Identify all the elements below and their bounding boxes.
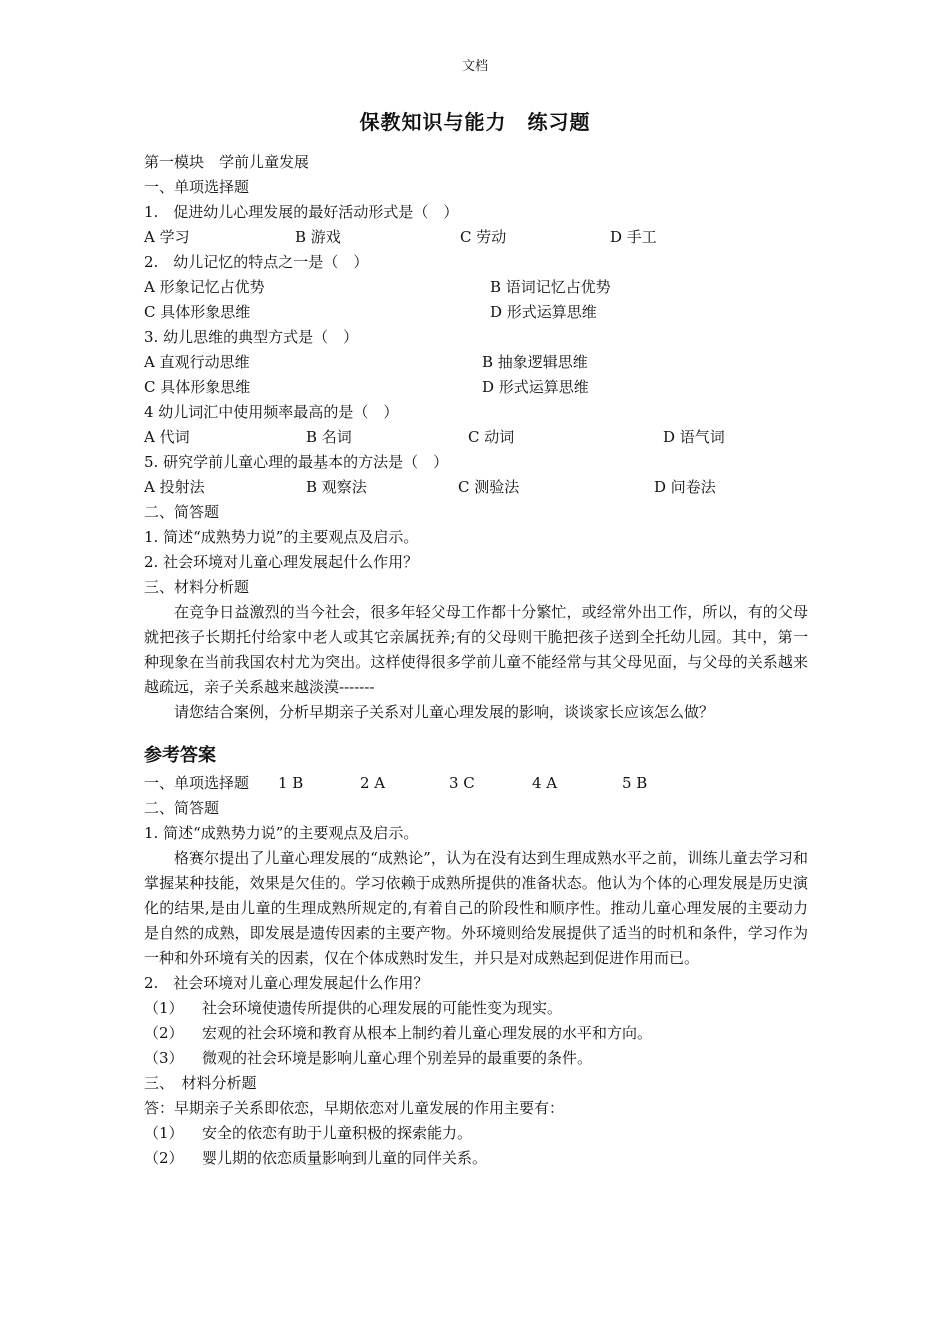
list-text: 安全的依恋有助于儿童积极的探索能力。 (202, 1124, 473, 1142)
short-question: 1. 简述“成熟势力说”的主要观点及启示。 (144, 528, 419, 546)
module-heading: 第一模块 学前儿童发展 (144, 153, 310, 171)
answer-key-item: 2 A (360, 774, 386, 792)
options-row (144, 300, 808, 325)
answer-key-row (144, 771, 808, 796)
list-item (144, 1146, 808, 1171)
list-text: 婴儿期的依恋质量影响到儿童的同伴关系。 (202, 1149, 488, 1167)
option-b: B 游戏 (295, 228, 341, 246)
option-c: C 测验法 (458, 478, 520, 496)
option-a: A 代词 (144, 428, 190, 446)
option-a: A 形象记忆占优势 (144, 278, 265, 296)
option-b: B 观察法 (306, 478, 367, 496)
material-paragraph: 在竞争日益激烈的当今社会，很多年轻父母工作都十分繁忙，或经常外出工作，所以，有的父母就把孩子长期托付给家中老人或其它亲属抚养;有的父母则干脆把孩子送到全托幼儿园。其中，第一种现象在当前我国农村尤为突出。这样使得很多学前儿童不能经常与其父母见面，与父母的关系越来越疏远，亲子关系越来越淡漠------- (144, 603, 808, 696)
answer-key-item: 5 B (622, 774, 648, 792)
list-number: （2） (144, 1149, 184, 1167)
answers-title: 参考答案 (144, 745, 216, 766)
option-d: D 形式运算思维 (482, 378, 589, 396)
option-b: B 名词 (306, 428, 352, 446)
option-b: B 抽象逻辑思维 (482, 353, 588, 371)
list-item (144, 996, 808, 1021)
answer-key-label: 一、单项选择题 (144, 774, 250, 792)
question-1: 1. 促进幼儿心理发展的最好活动形式是（ ） (144, 203, 459, 221)
answer-question: 2. 社会环境对儿童心理发展起什么作用？ (144, 974, 429, 992)
option-b: B 语词记忆占优势 (490, 278, 611, 296)
option-d: D 手工 (610, 228, 657, 246)
list-text: 微观的社会环境是影响儿童心理个别差异的最重要的条件。 (202, 1049, 593, 1067)
option-d: D 语气词 (663, 428, 725, 446)
section-heading: 一、单项选择题 (144, 178, 250, 196)
options-row (144, 350, 808, 375)
list-item (144, 1021, 808, 1046)
material-question: 请您结合案例，分析早期亲子关系对儿童心理发展的影响，谈谈家长应该怎么做？ (174, 703, 715, 721)
option-c: C 具体形象思维 (144, 378, 251, 396)
list-number: （3） (144, 1049, 184, 1067)
answer-question: 1. 简述“成熟势力说”的主要观点及启示。 (144, 824, 419, 842)
answer-key-item: 1 B (278, 774, 304, 792)
section-heading: 三、 材料分析题 (144, 1074, 257, 1092)
options-row (144, 275, 808, 300)
option-c: C 劳动 (460, 228, 507, 246)
option-a: A 学习 (144, 228, 190, 246)
option-c: C 具体形象思维 (144, 303, 251, 321)
options-row (144, 375, 808, 400)
question-5: 5. 研究学前儿童心理的最基本的方法是（ ） (144, 453, 449, 471)
list-number: （1） (144, 1124, 184, 1142)
answer-intro: 答：早期亲子关系即依恋，早期依恋对儿童发展的作用主要有： (144, 1099, 565, 1117)
list-text: 宏观的社会环境和教育从根本上制约着儿童心理发展的水平和方向。 (202, 1024, 653, 1042)
option-a: A 直观行动思维 (144, 353, 250, 371)
options-row (144, 475, 808, 500)
list-item (144, 1046, 808, 1071)
document-body (144, 150, 808, 1171)
options-row (144, 425, 808, 450)
question-3: 3. 幼儿思维的典型方式是（ ） (144, 328, 359, 346)
options-row (144, 225, 808, 250)
document-title: 保教知识与能力 练习题 (359, 110, 591, 134)
list-number: （1） (144, 999, 184, 1017)
section-heading: 三、材料分析题 (144, 578, 250, 596)
section-heading: 二、简答题 (144, 799, 220, 817)
page-header: 文档 (461, 59, 488, 74)
list-item (144, 1121, 808, 1146)
short-question: 2. 社会环境对儿童心理发展起什么作用？ (144, 553, 419, 571)
option-d: D 问卷法 (654, 478, 716, 496)
question-2: 2. 幼儿记忆的特点之一是（ ） (144, 253, 369, 271)
list-text: 社会环境使遗传所提供的心理发展的可能性变为现实。 (202, 999, 563, 1017)
list-number: （2） (144, 1024, 184, 1042)
question-4: 4 幼儿词汇中使用频率最高的是（ ） (144, 403, 399, 421)
option-d: D 形式运算思维 (490, 303, 597, 321)
answer-paragraph: 格赛尔提出了儿童心理发展的“成熟论”，认为在没有达到生理成熟水平之前，训练儿童去学习和掌握某种技能，效果是欠佳的。学习依赖于成熟所提供的准备状态。他认为个体的心理发展是历史演化的结果,是由儿童的生理成熟所规定的,有着自己的阶段性和顺序性。推动儿童心理发展的主要动力是自然的成熟，即发展是遗传因素的主要产物。外环境则给发展提供了适当的时机和条件，学习作为一种和外环境有关的因素，仅在个体成熟时发生，并只是对成熟起到促进作用而已。 (144, 849, 808, 967)
answer-key-item: 3 C (449, 774, 475, 792)
section-heading: 二、简答题 (144, 503, 220, 521)
answer-key-item: 4 A (532, 774, 558, 792)
option-a: A 投射法 (144, 478, 205, 496)
option-c: C 动词 (468, 428, 515, 446)
